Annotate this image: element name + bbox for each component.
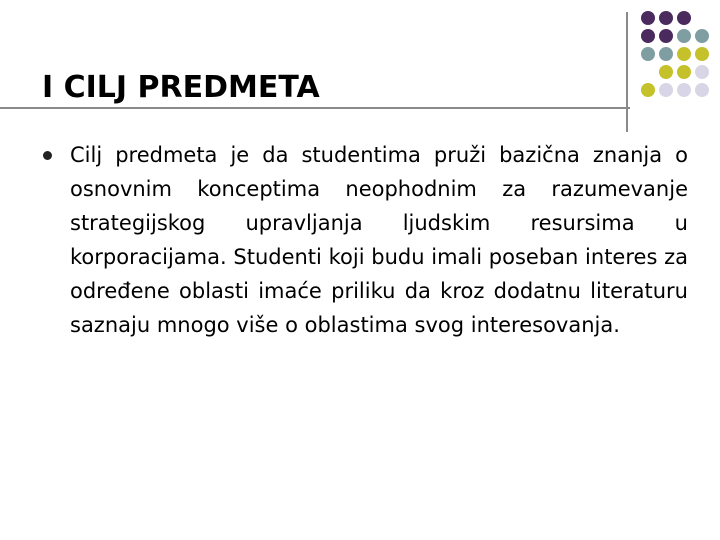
decorative-dot (695, 83, 709, 97)
decorative-dot (659, 29, 673, 43)
bullet-item (40, 138, 688, 342)
vertical-divider (626, 12, 628, 132)
decorative-dot (677, 29, 691, 43)
decorative-dot (695, 29, 709, 43)
bullet-text: Cilj predmeta je da studentima pruži bazična znanja o osnovnim konceptima neophodnim za razumevanje strategijskog upravljanja ljudskim resursima u korporacijama. Studenti koji budu imali poseban interes za određene oblasti imaće priliku da kroz dodatnu literaturu saznaju mnogo više o oblastima svog interesovanja. (70, 143, 688, 337)
decorative-dot (641, 83, 655, 97)
bullet-dot-icon (43, 151, 52, 160)
decorative-dot (659, 47, 673, 61)
decorative-dot (677, 11, 691, 25)
bullet-list (40, 138, 688, 342)
decorative-dot (641, 47, 655, 61)
decorative-dot (641, 29, 655, 43)
decorative-dot (659, 83, 673, 97)
decorative-dot (695, 65, 709, 79)
decorative-dot (677, 47, 691, 61)
decorative-dot (659, 65, 673, 79)
decorative-dot (641, 11, 655, 25)
decorative-dot (659, 11, 673, 25)
slide-title: I CILJ PREDMETA (42, 70, 320, 105)
decorative-dot (677, 83, 691, 97)
decorative-dot (677, 65, 691, 79)
decorative-dot (695, 47, 709, 61)
